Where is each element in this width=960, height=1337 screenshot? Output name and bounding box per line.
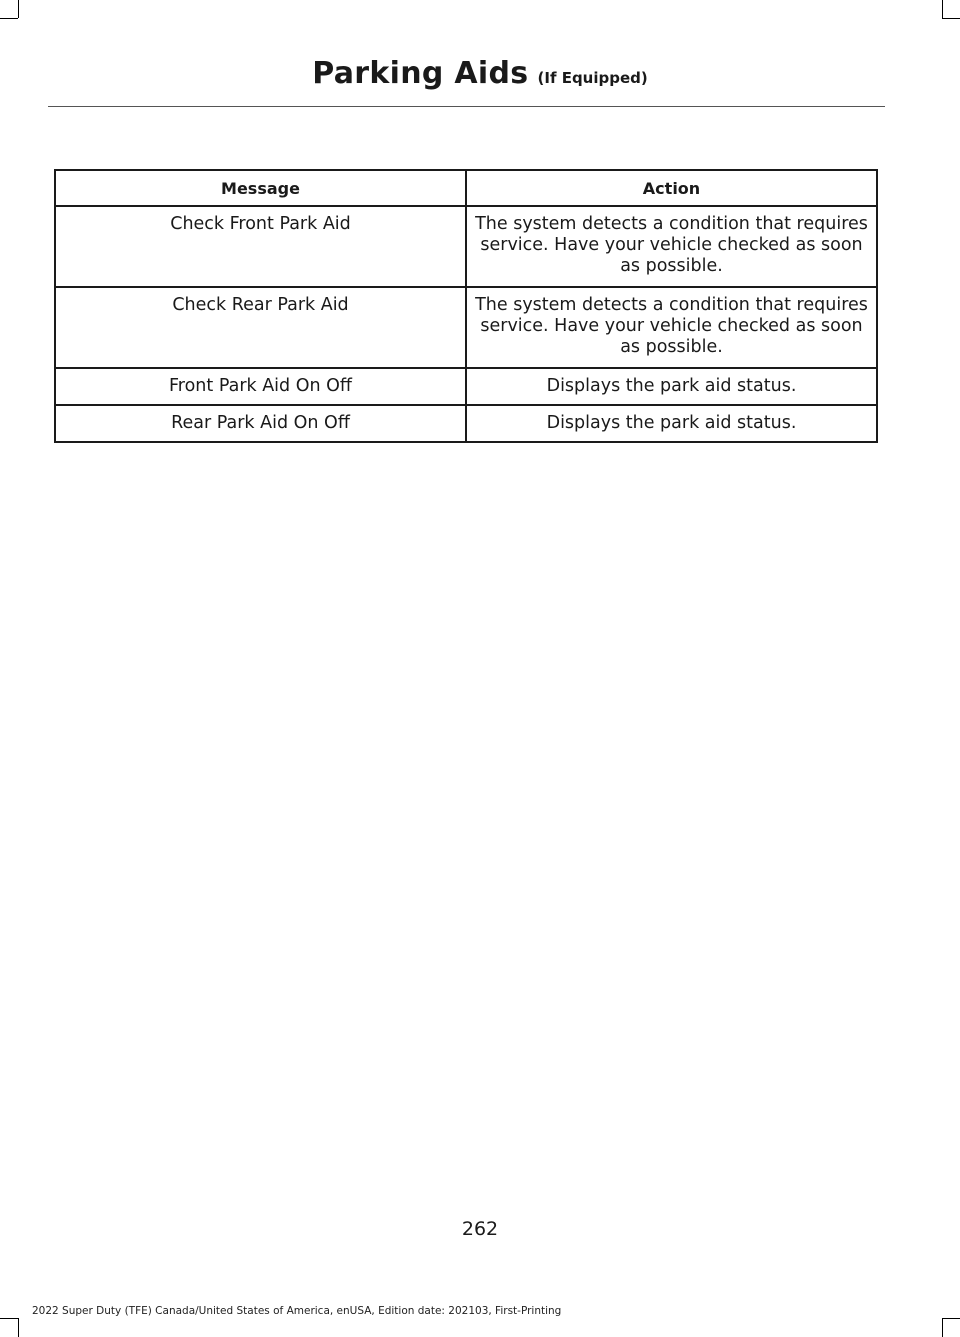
action-cell: Displays the park aid status. bbox=[466, 405, 877, 442]
crop-mark bbox=[0, 1318, 18, 1319]
table-row bbox=[55, 368, 877, 405]
page-subtitle: (If Equipped) bbox=[537, 69, 648, 87]
crop-mark bbox=[942, 1318, 943, 1337]
column-header-action: Action bbox=[466, 170, 877, 206]
message-cell: Rear Park Aid On Off bbox=[55, 405, 466, 442]
footer-text: 2022 Super Duty (TFE) Canada/United States of America, enUSA, Edition date: 202103, First-Printing bbox=[32, 1305, 562, 1317]
page-header bbox=[0, 56, 960, 91]
column-header-message: Message bbox=[55, 170, 466, 206]
action-cell: The system detects a condition that requires service. Have your vehicle checked as soon as possible. bbox=[466, 287, 877, 368]
crop-mark bbox=[942, 18, 960, 19]
crop-mark bbox=[942, 1318, 960, 1319]
crop-mark bbox=[18, 0, 19, 18]
table-row bbox=[55, 206, 877, 287]
message-cell: Check Front Park Aid bbox=[55, 206, 466, 287]
table-row bbox=[55, 405, 877, 442]
page-number: 262 bbox=[461, 1218, 499, 1240]
page-title: Parking Aids bbox=[312, 56, 529, 91]
message-table bbox=[54, 169, 878, 443]
table-row bbox=[55, 287, 877, 368]
crop-mark bbox=[942, 0, 943, 18]
table-header-row bbox=[55, 170, 877, 206]
action-cell: Displays the park aid status. bbox=[466, 368, 877, 405]
crop-mark bbox=[18, 1318, 19, 1337]
crop-mark bbox=[0, 18, 18, 19]
header-divider bbox=[48, 106, 885, 107]
message-cell: Front Park Aid On Off bbox=[55, 368, 466, 405]
action-cell: The system detects a condition that requires service. Have your vehicle checked as soon as possible. bbox=[466, 206, 877, 287]
message-cell: Check Rear Park Aid bbox=[55, 287, 466, 368]
